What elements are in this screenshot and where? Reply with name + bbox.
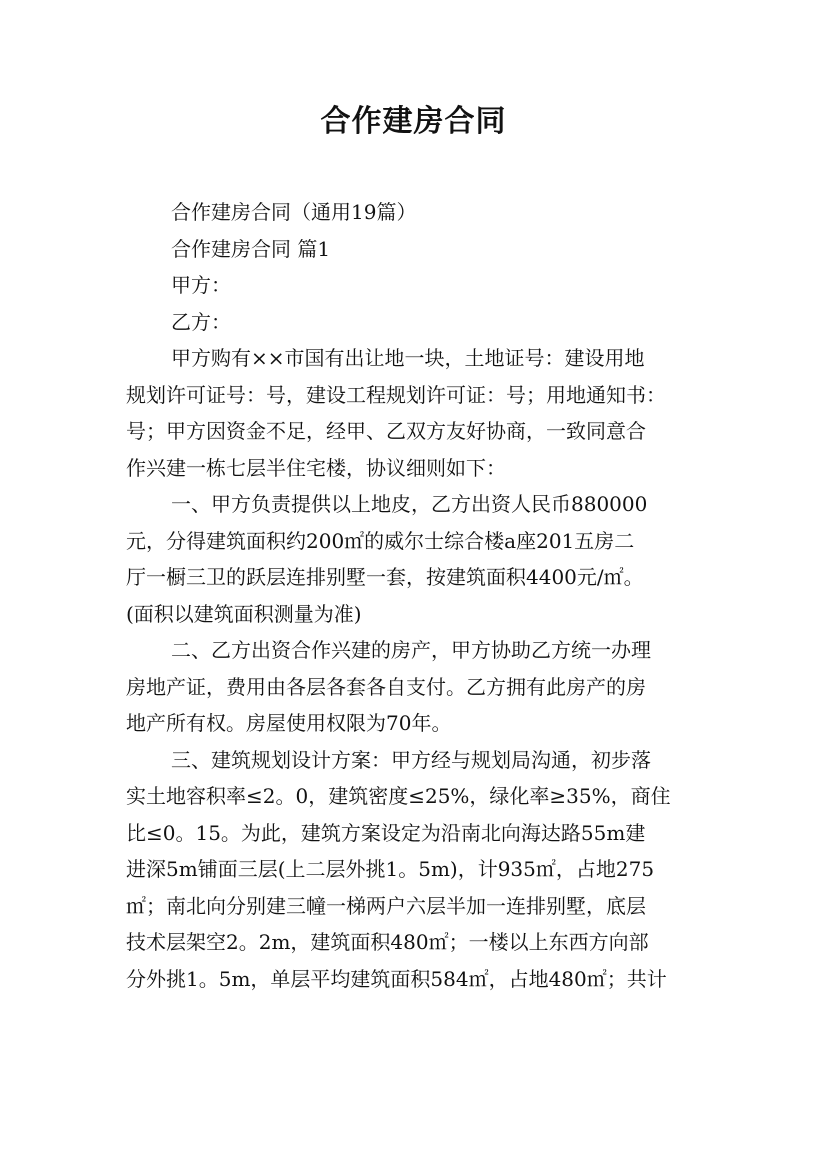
paragraph-line: 号；甲方因资金不足，经甲、乙双方友好协商，一致同意合: [126, 419, 646, 443]
paragraph-line: 分外挑1。5m，单层平均建筑面积584㎡，占地480㎡；共计: [126, 966, 667, 991]
paragraph-line: 二、乙方出资合作兴建的房产，甲方协助乙方统一办理: [171, 638, 651, 662]
paragraph-line: 元，分得建筑面积约200㎡的威尔士综合楼a座201五房二: [126, 528, 635, 553]
paragraph-line: 一、甲方负责提供以上地皮，乙方出资人民币880000: [171, 492, 648, 516]
paragraph-line: 甲方购有××市国有出让地一块，土地证号：建设用地: [171, 346, 645, 370]
paragraph-line: 三、建筑规划设计方案：甲方经与规划局沟通，初步落: [171, 747, 651, 772]
paragraph-line: 比≤0。15。为此，建筑方案设定为沿南北向海达路55m建: [126, 820, 646, 845]
paragraph-line: 进深5m铺面三层(上二层外挑1。5m)，计935㎡，占地275: [126, 857, 655, 881]
paragraph-line: 地产所有权。房屋使用权限为70年。: [126, 711, 452, 735]
paragraph-line: 技术层架空2。2m，建筑面积480㎡；一楼以上东西方向部: [126, 930, 649, 954]
paragraph-line: 规划许可证号：号，建设工程规划许可证：号；用地通知书：: [126, 382, 666, 407]
paragraph-line: 合作建房合同 篇1: [171, 236, 331, 261]
paragraph-line: 作兴建一栋七层半住宅楼，协议细则如下：: [126, 455, 506, 480]
paragraph-line: 房地产证，费用由各层各套各自支付。乙方拥有此房产的房: [126, 674, 646, 699]
paragraph-line: ㎡；南北向分别建三幢一梯两户六层半加一连排别墅，底层: [126, 893, 646, 918]
document-body: [126, 194, 704, 997]
paragraph-line: 甲方：: [171, 273, 231, 297]
paragraph-line: 合作建房合同（通用19篇）: [171, 200, 417, 224]
paragraph-line: (面积以建筑面积测量为准): [126, 601, 362, 626]
document-title: 合作建房合同: [320, 104, 507, 139]
paragraph-line: 厅一橱三卫的跃层连排别墅一套，按建筑面积4400元/㎡。: [126, 565, 644, 589]
paragraph-line: 乙方：: [171, 309, 231, 334]
paragraph-line: 实土地容积率≤2。0，建筑密度≤25%，绿化率≥35%，商住: [126, 784, 671, 808]
